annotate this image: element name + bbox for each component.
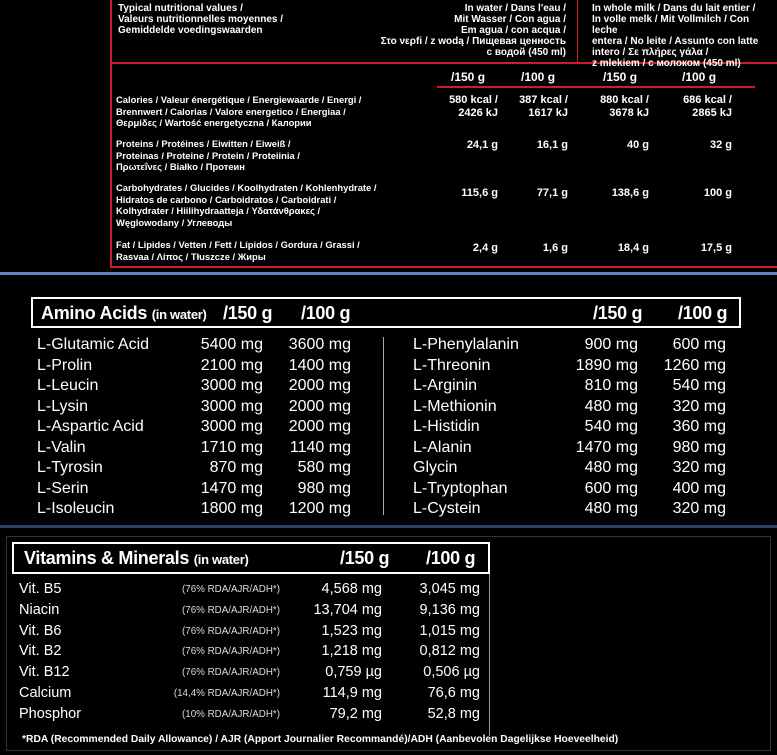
nutrition-table-panel [0, 0, 777, 268]
column-divider [577, 0, 578, 62]
amino-value: 5400 mg [200, 336, 263, 353]
amino-value: 2000 mg [288, 397, 351, 415]
amino-left-150 [180, 335, 263, 520]
amino-value: 1260 mg [663, 356, 726, 374]
amino-value: 1140 mg [289, 438, 351, 456]
amino-value: 600 mg [584, 479, 638, 497]
amino-col-header: /100 g [678, 303, 728, 323]
amino-value: 480 mg [584, 500, 638, 517]
amino-value: 1470 mg [575, 438, 638, 456]
column-header: /100 g [521, 70, 556, 84]
amino-column-divider [383, 337, 384, 515]
amino-value: 600 mg [672, 336, 726, 353]
vitamin-value: 1,523 mg [321, 622, 382, 639]
vitamin-name: Niacin [19, 601, 60, 618]
amino-value: 3600 mg [288, 336, 351, 353]
carbs-milk-150: 138,6 g [611, 187, 649, 199]
value-line: 580 kcal / [449, 94, 498, 106]
vitamins-title-note: (in water) [193, 552, 249, 567]
amino-value: 980 mg [672, 438, 726, 456]
amino-name: L-Methionin [413, 397, 497, 415]
amino-col-header: /100 g [301, 303, 351, 323]
column-header: /150 g [603, 70, 638, 84]
value-line: 880 kcal / [600, 94, 649, 106]
row-label-line: Hidratos de carbono / Carboidratos / Carboidrati / [116, 193, 337, 205]
fat-milk-150: 18,4 g [617, 242, 649, 254]
header-milk-line: z mlekiem / с молоком (450 ml) [592, 58, 741, 69]
carbs-water-150: 115,6 g [461, 187, 498, 199]
proteins-milk-150: 40 g [626, 139, 649, 151]
amino-value: 2000 mg [288, 377, 351, 394]
amino-value: 1470 mg [200, 479, 263, 497]
vitamin-value: 76,6 mg [427, 684, 480, 701]
row-label-line: Θερμίδες / Wartość energetyczna / Калории [116, 117, 312, 129]
amino-title-text: Amino Acids [41, 303, 148, 323]
row-label-line: Brennwert / Calorias / Valore energetico / Energiaa / [116, 105, 346, 117]
amino-name: L-Cystein [413, 500, 481, 517]
fat-milk-100: 17,5 g [700, 242, 732, 254]
amino-right-names [413, 335, 519, 520]
vitamin-rda-value: (10% RDA/AJR/ADH*) [182, 708, 280, 720]
amino-value: 1890 mg [575, 356, 638, 374]
row-label-line: Rasvaa / Λίπος / Tłuszcze / Жиры [116, 250, 266, 262]
proteins-milk-100: 32 g [709, 139, 732, 151]
amino-name: Glycin [413, 459, 458, 476]
vitamin-names [19, 579, 81, 725]
amino-value: 320 mg [672, 459, 726, 476]
row-label-line: Kolhydrater / Hiilihydraatteja / Υδατάνθρακες / [116, 205, 321, 217]
amino-right-100 [642, 335, 726, 520]
vitamins-column-divider [489, 574, 490, 736]
column-header: /150 g [451, 70, 486, 84]
vitamin-value: 0,506 µg [423, 664, 480, 681]
header-left-line: Valeurs nutritionnelles moyennes / [118, 14, 284, 25]
vitamin-value: 52,8 mg [427, 705, 480, 722]
header-water-line: Mit Wasser / Con agua / [454, 14, 566, 25]
amino-col-header: /150 g [593, 303, 643, 323]
header-water-line: Στο νερfi / z wodą / Пищевая ценность [380, 36, 566, 47]
amino-value: 810 mg [584, 377, 638, 394]
amino-value: 1200 mg [288, 500, 351, 517]
amino-name: L-Prolin [37, 356, 93, 374]
value-line: 2426 kJ [458, 106, 498, 119]
value-line: 686 kcal / [683, 94, 732, 106]
amino-title-note: (in water) [151, 307, 207, 322]
amino-value: 2000 mg [288, 418, 351, 435]
amino-left-names [37, 335, 149, 520]
vitamin-name: Calcium [19, 684, 72, 701]
amino-value: 400 mg [672, 479, 726, 497]
value-line: 2865 kJ [692, 106, 732, 119]
vitamin-rda [140, 580, 280, 726]
vitamin-value: 0,812 mg [419, 643, 480, 660]
vitamins-title-text: Vitamins & Minerals [24, 548, 190, 568]
amino-name: L-Tyrosin [37, 459, 103, 476]
amino-value: 540 mg [672, 377, 726, 394]
amino-value: 320 mg [672, 500, 726, 517]
vitamin-value: 1,015 mg [419, 622, 480, 639]
row-label-line: Proteinas / Proteine / Protein / Proteiinia / [116, 149, 300, 161]
amino-name: L-Glutamic Acid [37, 336, 150, 353]
vitamin-rda-value: (76% RDA/AJR/ADH*) [182, 625, 280, 637]
amino-value: 1400 mg [288, 356, 351, 374]
calories-water-150 [430, 94, 498, 119]
amino-value: 1800 mg [200, 500, 263, 517]
calories-water-100 [500, 94, 568, 119]
amino-name: L-Histidin [413, 418, 480, 435]
fat-water-100: 1,6 g [542, 242, 568, 254]
amino-name: L-Phenylalanin [413, 336, 519, 353]
row-label-line: Calories / Valeur énergétique / Energiewaarde / Energi / [116, 94, 362, 105]
vitamin-value: 79,2 mg [329, 705, 382, 722]
calories-milk-100 [660, 94, 732, 119]
amino-value: 320 mg [672, 397, 726, 415]
amino-value: 900 mg [584, 336, 638, 353]
calories-milk-150 [577, 94, 649, 119]
amino-acids-header-box [31, 297, 741, 328]
vitamin-name: Vit. B12 [19, 664, 70, 681]
amino-name: L-Leucin [37, 377, 99, 394]
amino-value: 3000 mg [200, 418, 263, 435]
proteins-water-100: 16,1 g [536, 139, 568, 151]
vitamin-value: 13,704 mg [313, 601, 382, 618]
header-water-line: In water / Dans l'eau / [464, 3, 566, 14]
amino-right-150 [556, 335, 638, 520]
header-milk-line: In volle melk / Mit Vollmilch / Con leche [592, 14, 750, 36]
vitamin-rda-value: (76% RDA/AJR/ADH*) [182, 604, 280, 616]
row-label-line: Πρωτεΐνες / Białko / Протеин [116, 161, 245, 173]
amino-name: L-Valin [37, 438, 86, 456]
header-milk-line: In whole milk / Dans du lait entier / [592, 3, 756, 14]
amino-value: 480 mg [584, 397, 638, 415]
amino-name: L-Aspartic Acid [37, 418, 144, 435]
column-header-underline [437, 86, 755, 88]
carbs-milk-100: 100 g [703, 187, 732, 199]
vitamin-name: Vit. B2 [19, 643, 62, 660]
amino-name: L-Arginin [413, 377, 478, 394]
vitamin-value: 3,045 mg [419, 581, 480, 597]
value-line: 3678 kJ [609, 106, 649, 119]
header-left-line: Gemiddelde voedingswaarden [118, 25, 263, 36]
vitamin-rda-value: (76% RDA/AJR/ADH*) [182, 646, 280, 658]
amino-name: L-Alanin [413, 438, 472, 456]
value-line: 387 kcal / [519, 94, 568, 106]
row-label-line: Proteins / Protéines / Eiwitten / Eiweiß / [116, 138, 291, 149]
amino-name: L-Tryptophan [413, 479, 508, 497]
vitamin-name: Vit. B5 [19, 581, 62, 597]
vitamin-name: Vit. B6 [19, 622, 62, 639]
amino-value: 3000 mg [200, 397, 263, 415]
fat-water-150: 2,4 g [472, 242, 498, 254]
amino-col-header: /150 g [223, 303, 273, 323]
amino-left-100 [268, 335, 351, 520]
vitamin-value: 4,568 mg [321, 581, 382, 597]
rda-footnote: *RDA (Recommended Daily Allowance) / AJR (Apport Journalier Recommandé)/ADH (Aanbevolen Dagelijkse Hoeveelheid) [22, 734, 619, 745]
amino-name: L-Threonin [413, 356, 491, 374]
header-left-line: Typical nutritional values / [118, 3, 243, 14]
vitamin-rda-value: (14,4% RDA/AJR/ADH*) [173, 687, 280, 699]
row-label-fat [116, 239, 426, 262]
row-label-carbohydrates [116, 182, 426, 229]
amino-name: L-Isoleucin [37, 500, 115, 517]
vitamin-value: 1,218 mg [321, 643, 382, 660]
proteins-water-150: 24,1 g [466, 139, 498, 151]
amino-value: 1710 mg [200, 438, 263, 456]
vitamin-name: Phosphor [19, 705, 82, 722]
vitamin-rda-value: (76% RDA/AJR/ADH*) [182, 584, 280, 595]
amino-value: 480 mg [584, 459, 638, 476]
amino-value: 2100 mg [200, 356, 263, 374]
carbs-water-100: 77,1 g [536, 187, 568, 199]
amino-acids-title [41, 303, 207, 324]
row-label-proteins [116, 138, 426, 173]
amino-value: 870 mg [209, 459, 263, 476]
vitamins-panel [0, 530, 777, 755]
vitamins-header-box [12, 542, 490, 574]
amino-value: 540 mg [584, 418, 638, 435]
vitamin-values-100 [395, 579, 480, 725]
row-label-line: Fat / Lipides / Vetten / Fett / Lípidos / Gordura / Grassi / [116, 239, 360, 250]
vitamin-value: 114,9 mg [322, 684, 382, 701]
amino-value: 360 mg [672, 418, 726, 435]
header-water-line: Em agua / con acqua / [460, 25, 566, 36]
vitamins-title [24, 548, 249, 569]
amino-name: L-Lysin [37, 397, 88, 415]
vitamins-col-header: /100 g [426, 548, 476, 568]
vitamin-rda-value: (76% RDA/AJR/ADH*) [182, 667, 280, 679]
amino-value: 980 mg [297, 479, 351, 497]
column-header: /100 g [682, 70, 717, 84]
row-label-calories [116, 94, 426, 129]
amino-acids-panel [0, 272, 777, 528]
row-label-line: Węglowodany / Углеводы [116, 217, 233, 229]
vitamin-value: 0,759 µg [325, 664, 382, 681]
amino-value: 3000 mg [200, 377, 263, 394]
value-line: 1617 kJ [528, 106, 568, 119]
amino-value: 580 mg [297, 459, 351, 476]
vitamin-values-150 [285, 579, 382, 725]
amino-name: L-Serin [37, 479, 89, 497]
vitamins-col-header: /150 g [340, 548, 390, 568]
row-label-line: Carbohydrates / Glucides / Koolhydraten / Kohlenhydrate / [116, 182, 377, 193]
vitamin-value: 9,136 mg [419, 601, 480, 618]
header-milk-line: entera / No leite / Assunto con latte [592, 36, 759, 47]
header-water [300, 3, 566, 58]
header-milk-line: intero / Σε πλήρες γάλα / [592, 47, 709, 58]
header-milk [592, 3, 777, 69]
header-water-line: с водой (450 ml) [486, 47, 566, 58]
header-left [118, 3, 283, 36]
